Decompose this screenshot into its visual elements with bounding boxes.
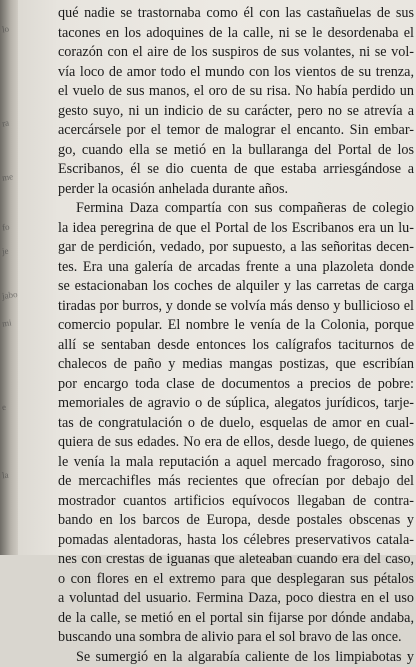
adjacent-page-fragment: lo (1, 24, 9, 35)
text-line: tacones en los adoquines de la calle, ni se le desordenaba el (58, 24, 414, 44)
text-line: qué nadie se trastornaba como él con las castañuelas de sus (58, 4, 414, 24)
adjacent-page-fragment: ra (1, 118, 9, 129)
text-line: corazón con el aire de los suspiros de sus volantes, ni se vol- (58, 43, 414, 63)
text-line: de mercachifles más recientes que ofrecían por debajo del (58, 472, 414, 492)
adjacent-page-fragment: je (1, 246, 9, 257)
adjacent-page-fragment: e (1, 402, 6, 412)
text-line: memoriales de agravio o de súplica, alegatos jurídicos, tarje- (58, 394, 414, 414)
text-line: go, cuando ella se metió en la bullaranga del Portal de los (58, 141, 414, 161)
text-line: la idea peregrina de que el Portal de los Escribanos era un lu- (58, 219, 414, 239)
adjacent-page-fragment: mi (1, 317, 12, 328)
text-line: acercársele por el temor de malograr el encanto. Sin embar- (58, 121, 414, 141)
adjacent-page-edge (0, 0, 18, 555)
text-line: comercio popular. El nombre le venía de la Colonia, porque (58, 316, 414, 336)
text-line: quiera de sus edades. No era de ellos, desde luego, de quienes (58, 433, 414, 453)
text-line: pomadas alentadoras, hasta los célebres preservativos catala- (58, 531, 414, 551)
text-line: el vuelo de sus manos, el oro de su risa. No había perdido un (58, 82, 414, 102)
text-line: bando en los barcos de Europa, desde postales obscenas y (58, 511, 414, 531)
text-line: vía loco de amor todo el mundo con los vientos de su trenza, (58, 63, 414, 83)
text-line: tiradas por burros, y donde se volvía más denso y bullicioso el (58, 297, 414, 317)
adjacent-page-fragment: la (1, 470, 9, 481)
text-line: o con flores en el extremo para que desplegaran sus pétalos (58, 570, 414, 590)
text-line: Se sumergió en la algarabía caliente de los limpiabotas y (58, 648, 414, 667)
text-line: buscando una sombra de alivio para el sol bravo de las once. (58, 628, 414, 648)
text-line: de la calle, se metió en el portal sin fijarse por dónde andaba, (58, 609, 414, 629)
adjacent-page-fragment: fo (1, 222, 10, 233)
text-line: se estacionaban los coches de alquiler y las carretas de carga (58, 277, 414, 297)
text-line: tas de congratulación o de duelo, esquelas de amor en cual- (58, 414, 414, 434)
text-line: mostrador cuantos artificios equívocos llegaban de contra- (58, 492, 414, 512)
text-line: chalecos de paño y medias mangas postizas, que escribían (58, 355, 414, 375)
text-line: gar de perdición, vedado, por supuesto, a las señoritas decen- (58, 238, 414, 258)
text-line: a voluntad del usuario. Fermina Daza, poco diestra en el uso (58, 589, 414, 609)
text-line: perder la ocasión anhelada durante años. (58, 180, 414, 200)
adjacent-page-fragment: me (1, 171, 13, 182)
text-line: Fermina Daza compartía con sus compañeras de colegio (58, 199, 414, 219)
text-line: nes con crestas de iguanas que aleteaban cuando era del caso, (58, 550, 414, 570)
text-line: le venía la mala reputación a aquel mercado fragoroso, sino (58, 453, 414, 473)
body-text (58, 4, 414, 667)
text-line: allí se sentaban desde entonces los calígrafos taciturnos de (58, 336, 414, 356)
text-line: Escribanos, él se dio cuenta de que estaba arriesgándose a (58, 160, 414, 180)
text-line: tes. Era una galería de arcadas frente a una plazoleta donde (58, 258, 414, 278)
book-page (18, 0, 416, 555)
adjacent-page-fragment: jabo (1, 289, 18, 301)
text-line: por encargo toda clase de documentos a precios de pobre: (58, 375, 414, 395)
text-line: gesto suyo, ni un indicio de su carácter, pero no se atrevía a (58, 102, 414, 122)
